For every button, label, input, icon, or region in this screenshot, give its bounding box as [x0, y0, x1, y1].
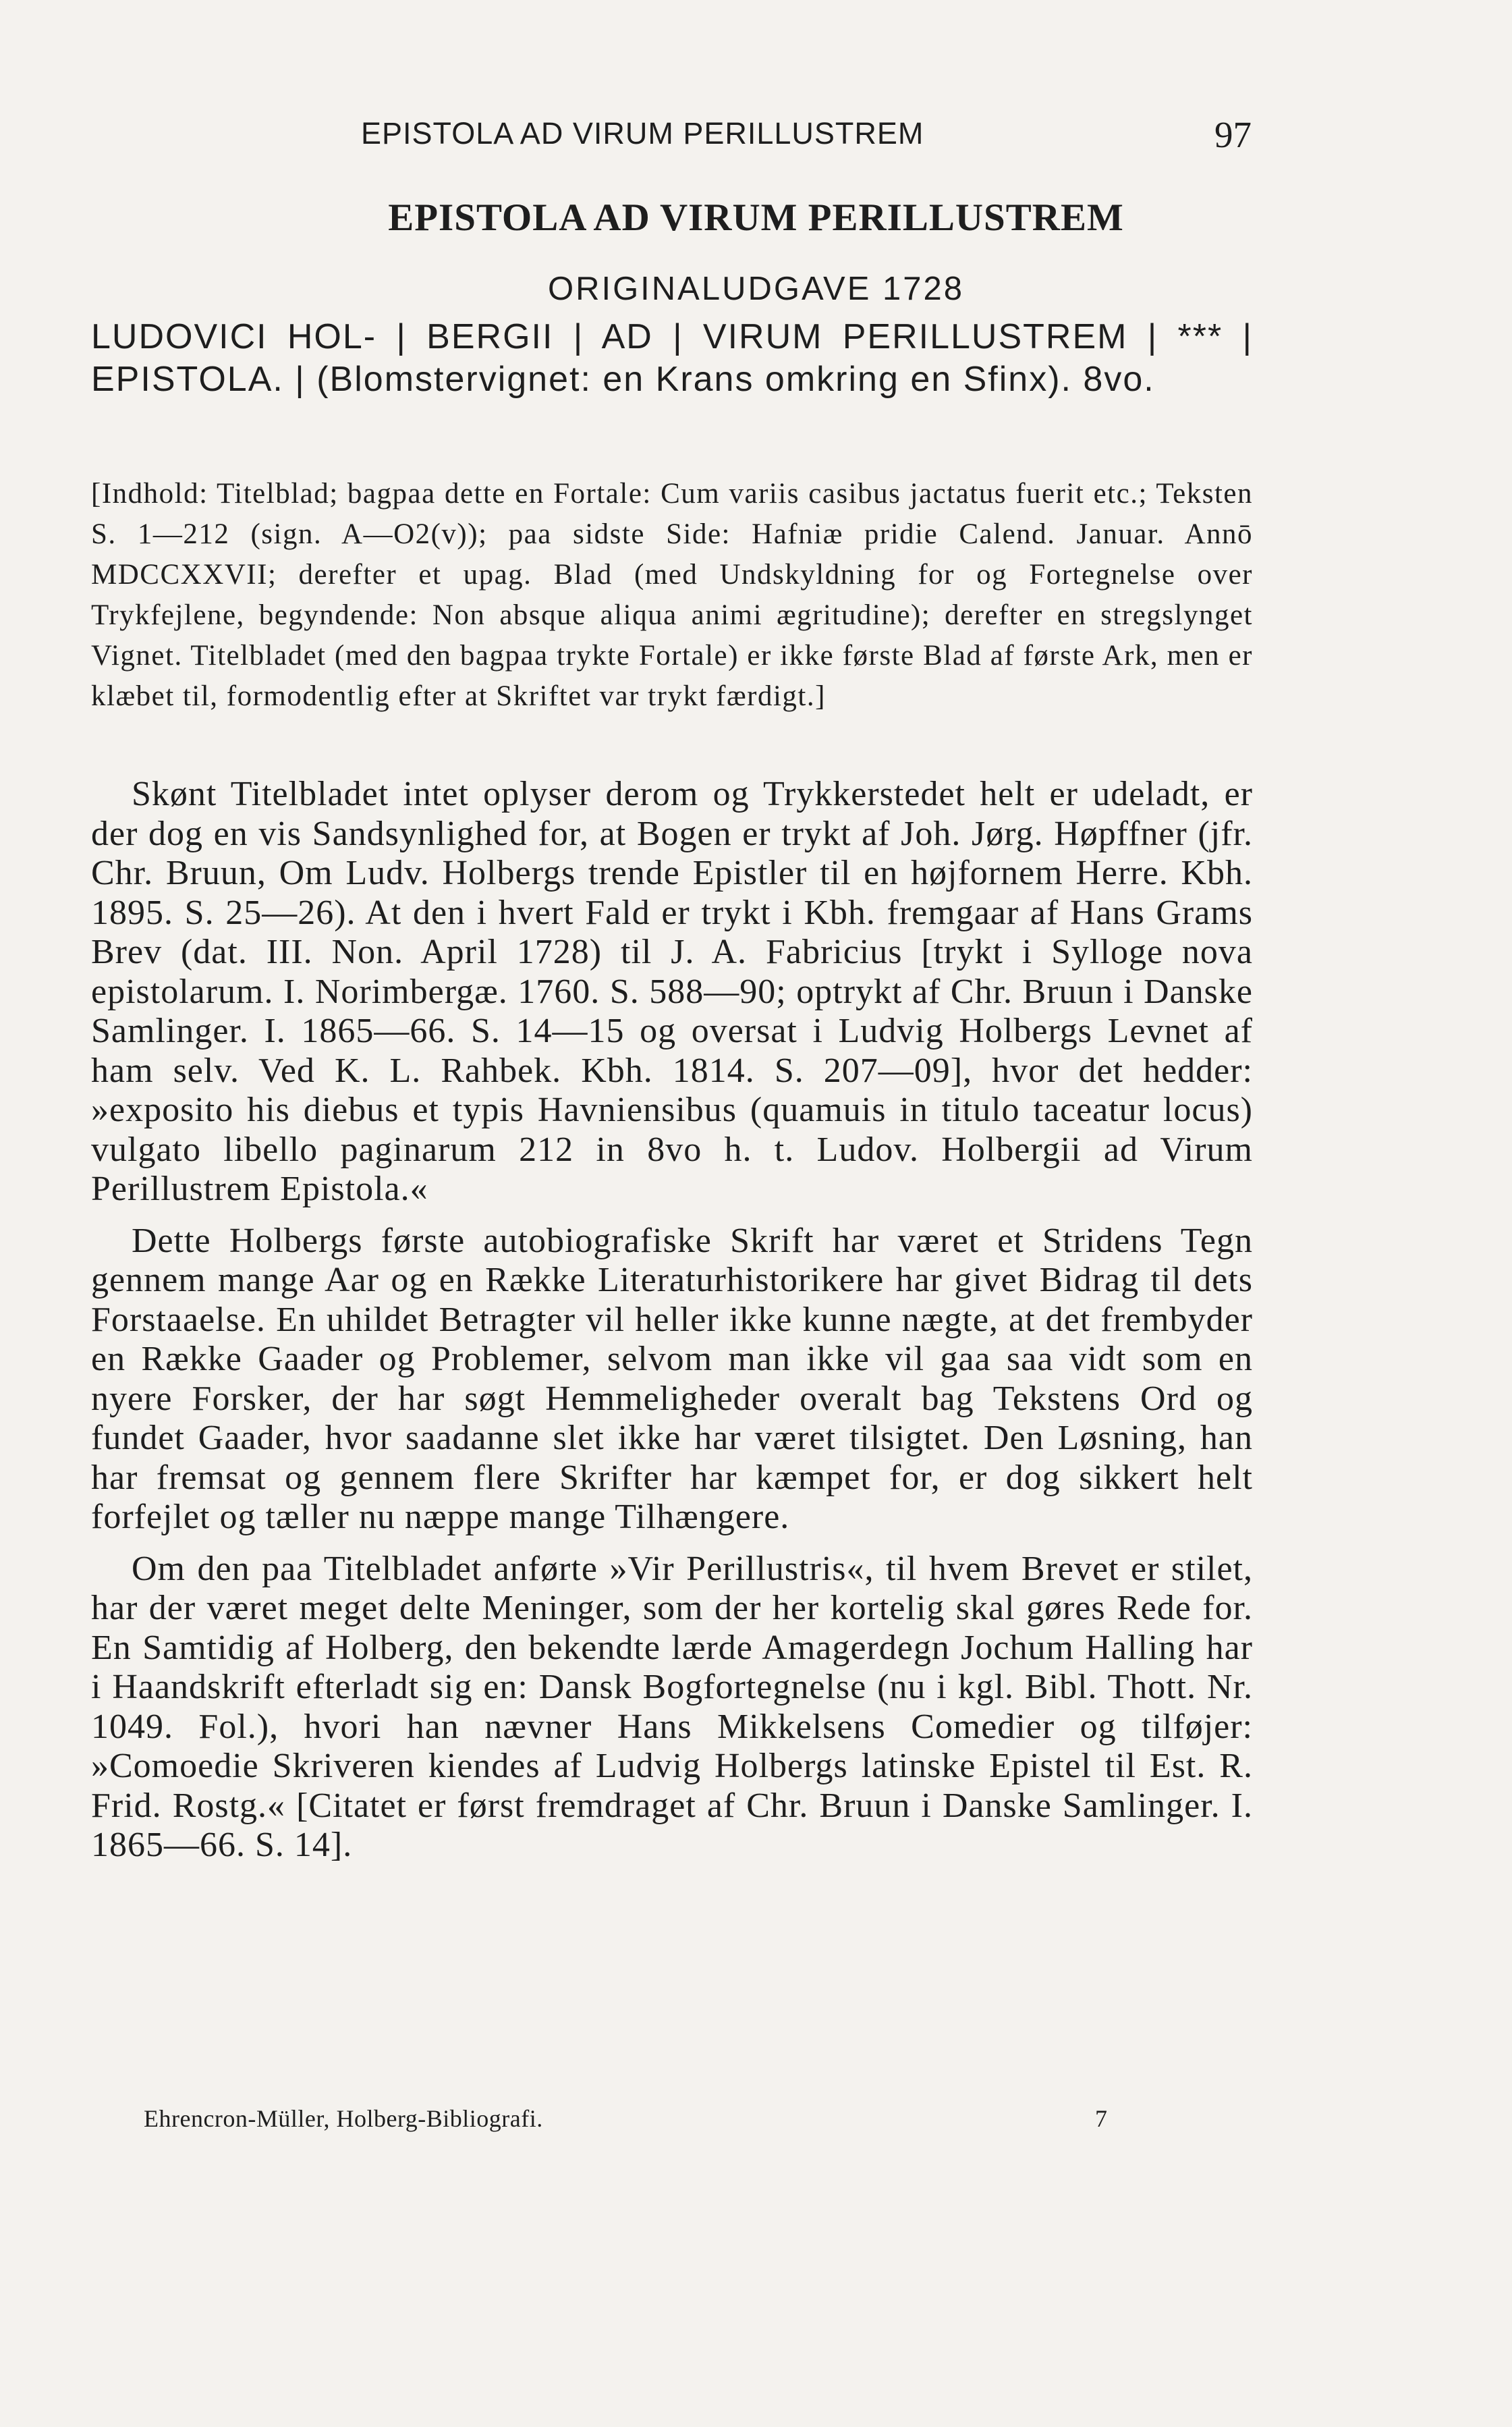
footer-sheet-number: 7 [1095, 2105, 1107, 2132]
page-footer [0, 2104, 1512, 2138]
page-number: 97 [1214, 114, 1252, 155]
paragraph: Dette Holbergs første autobiografiske Skrift har været et Stridens Tegn gennem mange Aar og en Række Literaturhistorikere har givet Bidrag til dets Forstaaelse. En uhildet Betragter vil heller ikke kunne nægte, at det frembyder en Række Gaader og Problemer, selvom man ikke vil gaa saa vidt som en nyere Forsker, der har søgt Hemmeligheder overalt bag Tekstens Ord og fundet Gaader, hvor saadanne slet ikke har været tilsigtet. Den Løsning, han har fremsat og gennem flere Skrifter har kæmpet for, er dog sikkert helt forfejlet og tæller nu næppe mange Tilhængere. [91, 1221, 1253, 1536]
section-subtitle: ORIGINALUDGAVE 1728 [547, 271, 965, 307]
running-head-title: EPISTOLA AD VIRUM PERILLUSTREM [361, 116, 924, 151]
title-transcription [91, 316, 1253, 401]
running-head [0, 116, 1512, 163]
body-text [91, 775, 1253, 1878]
section-title: EPISTOLA AD VIRUM PERILLUSTREM [388, 196, 1124, 239]
footer-signature: Ehrencron-Müller, Holberg-Bibliografi. [144, 2105, 543, 2132]
contents-note [91, 474, 1253, 717]
paragraph: Skønt Titelbladet intet oplyser derom og Trykkerstedet helt er udeladt, er der dog en vis Sandsynlighed for, at Bogen er trykt af Joh. Jørg. Høpffner (jfr. Chr. Bruun, Om Ludv. Holbergs trende Epistler til en højfornem Herre. Kbh. 1895. S. 25—26). At den i hvert Fald er trykt i Kbh. fremgaar af Hans Grams Brev (dat. III. Non. April 1728) til J. A. Fabricius [trykt i Sylloge nova epistolarum. I. Norimbergæ. 1760. S. 588—90; optrykt af Chr. Bruun i Danske Samlinger. I. 1865—66. S. 14—15 og oversat i Ludvig Holbergs Levnet af ham selv. Ved K. L. Rahbek. Kbh. 1814. S. 207—09], hvor det hedder: »exposito his diebus et typis Havniensibus (quamuis in titulo taceatur locus) vulgato libello paginarum 212 in 8vo h. t. Ludov. Holbergii ad Virum Perillustrem Epistola.« [91, 775, 1253, 1208]
title-transcription-text: LUDOVICI HOL- | BERGII | AD | VIRUM PERILLUSTREM | *** | EPISTOLA. | (Blomstervignet: en Krans omkring en Sfinx). 8vo. [91, 317, 1253, 399]
contents-note-text: [Indhold: Titelblad; bagpaa dette en Fortale: Cum variis casibus jactatus fuerit etc.; Teksten S. 1—212 (sign. A—O2(v)); paa sidste Side: Hafniæ pridie Calend. Januar. Annō MDCCXXVII; derefter et upag. Blad (med Undskyldning for og Fortegnelse over Trykfejlene, begyndende: Non absque aliqua animi ægritudine); derefter en stregslynget Vignet. Titelbladet (med den bagpaa trykte Fortale) er ikke første Blad af første Ark, men er klæbet til, formodentlig efter at Skriftet var trykt færdigt.] [91, 478, 1253, 712]
paragraph: Om den paa Titelbladet anførte »Vir Perillustris«, til hvem Brevet er stilet, har der været meget delte Meninger, som der her kortelig skal gøres Rede for. En Samtidig af Holberg, den bekendte lærde Amagerdegn Jochum Halling har i Haandskrift efterladt sig en: Dansk Bogfortegnelse (nu i kgl. Bibl. Thott. Nr. 1049. Fol.), hvori han nævner Hans Mikkelsens Comedier og tilføjer: »Comoedie Skriveren kiendes af Ludvig Holbergs latinske Epistel til Est. R. Frid. Rostg.« [Citatet er først fremdraget af Chr. Bruun i Danske Samlinger. I. 1865—66. S. 14]. [91, 1549, 1253, 1864]
